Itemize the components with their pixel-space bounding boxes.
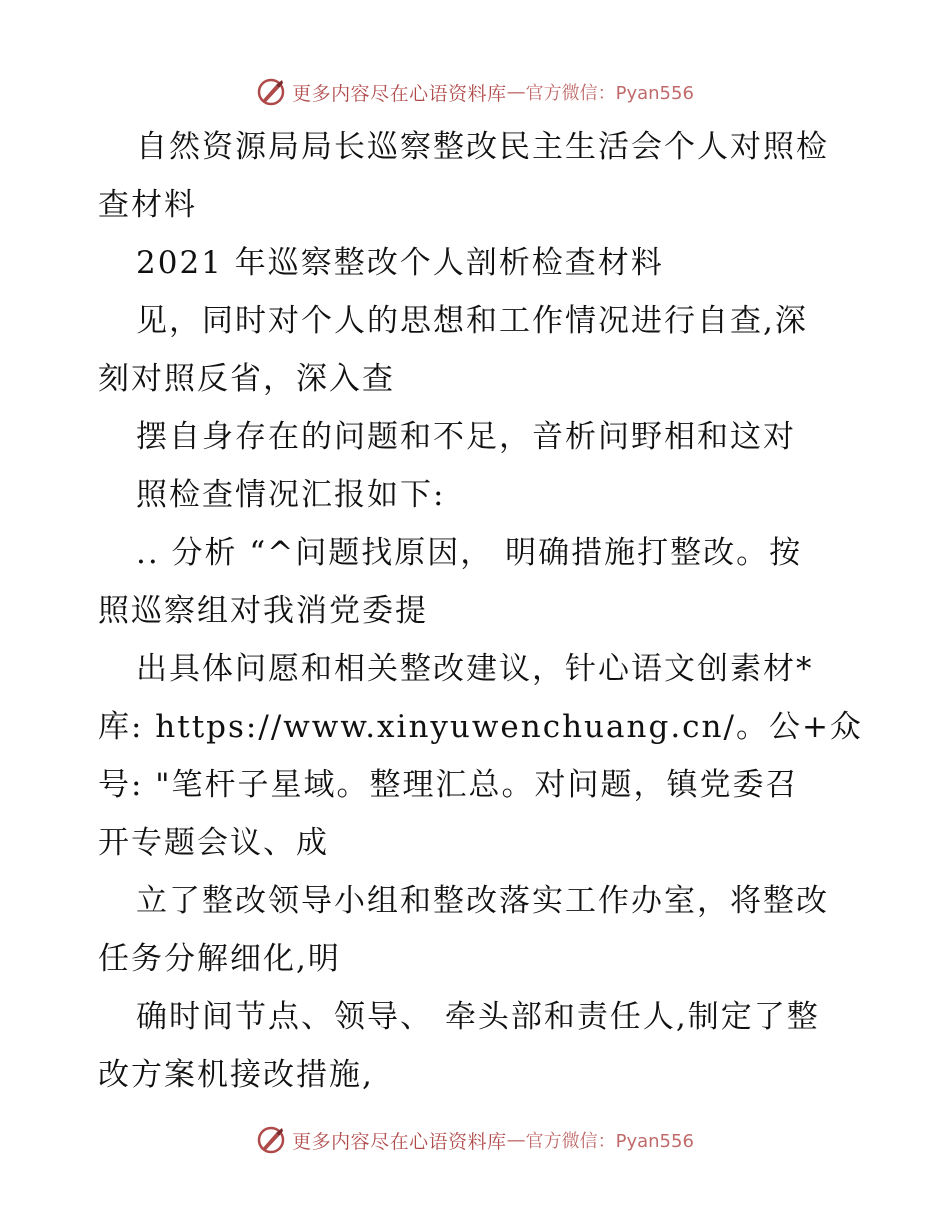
quill-pen-logo-icon	[256, 77, 286, 107]
footer-banner-wechat: 官方微信：Pyan556	[525, 1131, 694, 1152]
quill-pen-logo-icon	[256, 1125, 286, 1155]
footer-banner-title: 更多内容尽在心语资料库	[292, 1130, 507, 1153]
banner-wechat: 官方微信：Pyan556	[525, 83, 694, 104]
doc-line: 摆自身存在的问题和不足，音析问野相和这对	[136, 419, 796, 455]
doc-line: 出具体问愿和相关整改建议，针心语文创素材*	[136, 651, 814, 687]
doc-line: 见，同时对个人的思想和工作情况进行自查,深	[136, 303, 808, 339]
header-banner	[0, 72, 950, 112]
doc-line: 确时间节点、领导、 牵头部和责任人,制定了整	[136, 999, 820, 1035]
doc-line: 立了整改领导小组和整改落实工作办室，将整改	[136, 883, 829, 919]
banner-separator: —	[506, 81, 526, 103]
doc-line: 号: "笔杆子星域。整理汇总。对问题，镇党委召	[98, 767, 799, 803]
doc-title-line-2: 查材料	[98, 187, 197, 223]
doc-title-line-1: 自然资源局局长巡察整改民主生活会个人对照检	[136, 129, 829, 165]
doc-line: 照检查情况汇报如下:	[136, 477, 446, 513]
doc-line: 库: https://www.xinyuwenchuang.cn/。公+众	[98, 709, 863, 745]
doc-line: 照巡察组对我消党委提	[98, 593, 428, 629]
document-body	[98, 118, 863, 1104]
doc-line: 任务分解细化,明	[98, 941, 341, 977]
doc-line: 改方案机接改措施,	[98, 1057, 374, 1093]
banner-title: 更多内容尽在心语资料库	[292, 82, 507, 105]
doc-subtitle: 2021 年巡察整改个人剖析检查材料	[136, 245, 664, 281]
footer-banner	[0, 1120, 950, 1160]
doc-line: 刻对照反省，深入查	[98, 361, 395, 397]
doc-line: .. 分析 “^问题找原因， 明确措施打整改。按	[136, 535, 803, 571]
doc-line: 开专题会议、成	[98, 825, 329, 861]
footer-banner-separator: —	[506, 1129, 526, 1151]
